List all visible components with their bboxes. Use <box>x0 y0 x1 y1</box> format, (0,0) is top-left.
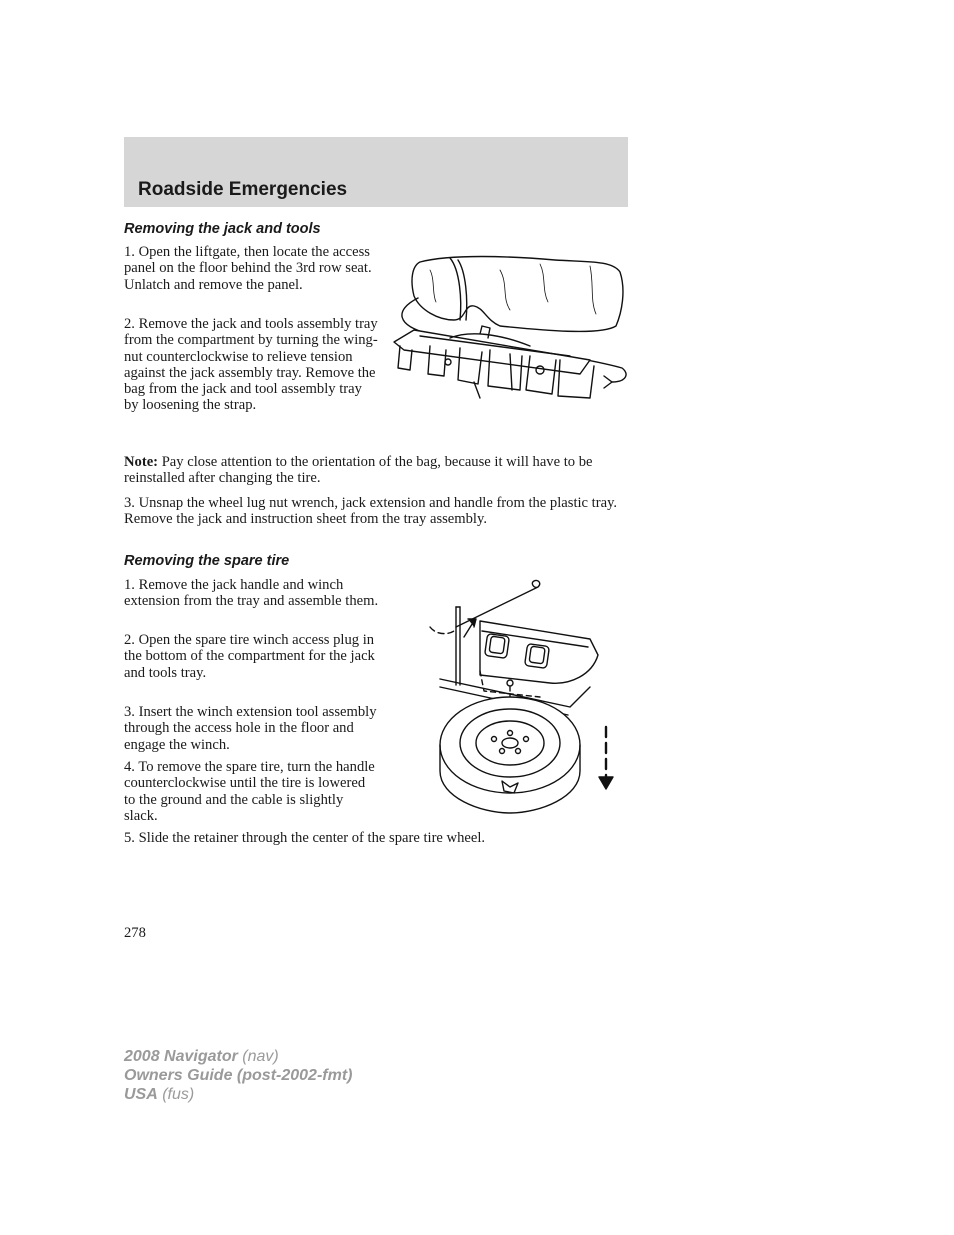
note-text: Pay close attention to the orientation of the bag, because it will have to be reinstalled after changing the tire. <box>124 454 593 487</box>
section-header-band <box>124 137 628 207</box>
jack-tools-tray-illustration <box>390 250 630 410</box>
footer-doc-info <box>124 1047 352 1104</box>
page-number: 278 <box>124 925 146 941</box>
page-title: Roadside Emergencies <box>138 179 348 200</box>
footer-line-1: 2008 Navigator (nav) <box>124 1048 279 1065</box>
footer-line-3: USA (fus) <box>124 1086 195 1103</box>
tire-step-2: 2. Open the spare tire winch access plug in the bottom of the compartment for the jack and tools tray. <box>124 632 375 681</box>
jack-step-3: 3. Unsnap the wheel lug nut wrench, jack extension and handle from the plastic tray. Remove the jack and instruction sheet from the tray assembly. <box>124 495 618 528</box>
jack-step-2: 2. Remove the jack and tools assembly tray from the compartment by turning the wing-nut counterclockwise to relieve tension against the jack assembly tray. Remove the bag from the jack and tool assembly tray by loosening the strap. <box>124 316 378 414</box>
tire-step-5: 5. Slide the retainer through the center of the spare tire wheel. <box>124 830 486 846</box>
section-title-spare-tire: Removing the spare tire <box>124 553 290 569</box>
tire-step-1: 1. Remove the jack handle and winch extension from the tray and assemble them. <box>124 577 379 610</box>
jack-note <box>124 454 628 487</box>
jack-step-1: 1. Open the liftgate, then locate the access panel on the floor behind the 3rd row seat. Unlatch and remove the panel. <box>124 244 372 293</box>
footer-line-2: Owners Guide (post-2002-fmt) <box>124 1067 353 1084</box>
note-label: Note: <box>124 454 159 470</box>
tire-step-4: 4. To remove the spare tire, turn the handle counterclockwise until the tire is lowered to the ground and the cable is slightly slack. <box>124 759 375 824</box>
spare-tire-winch-illustration <box>420 575 620 815</box>
tire-step-3: 3. Insert the winch extension tool assembly through the access hole in the floor and engage the winch. <box>124 704 377 753</box>
section-title-jack-tools: Removing the jack and tools <box>124 221 321 237</box>
